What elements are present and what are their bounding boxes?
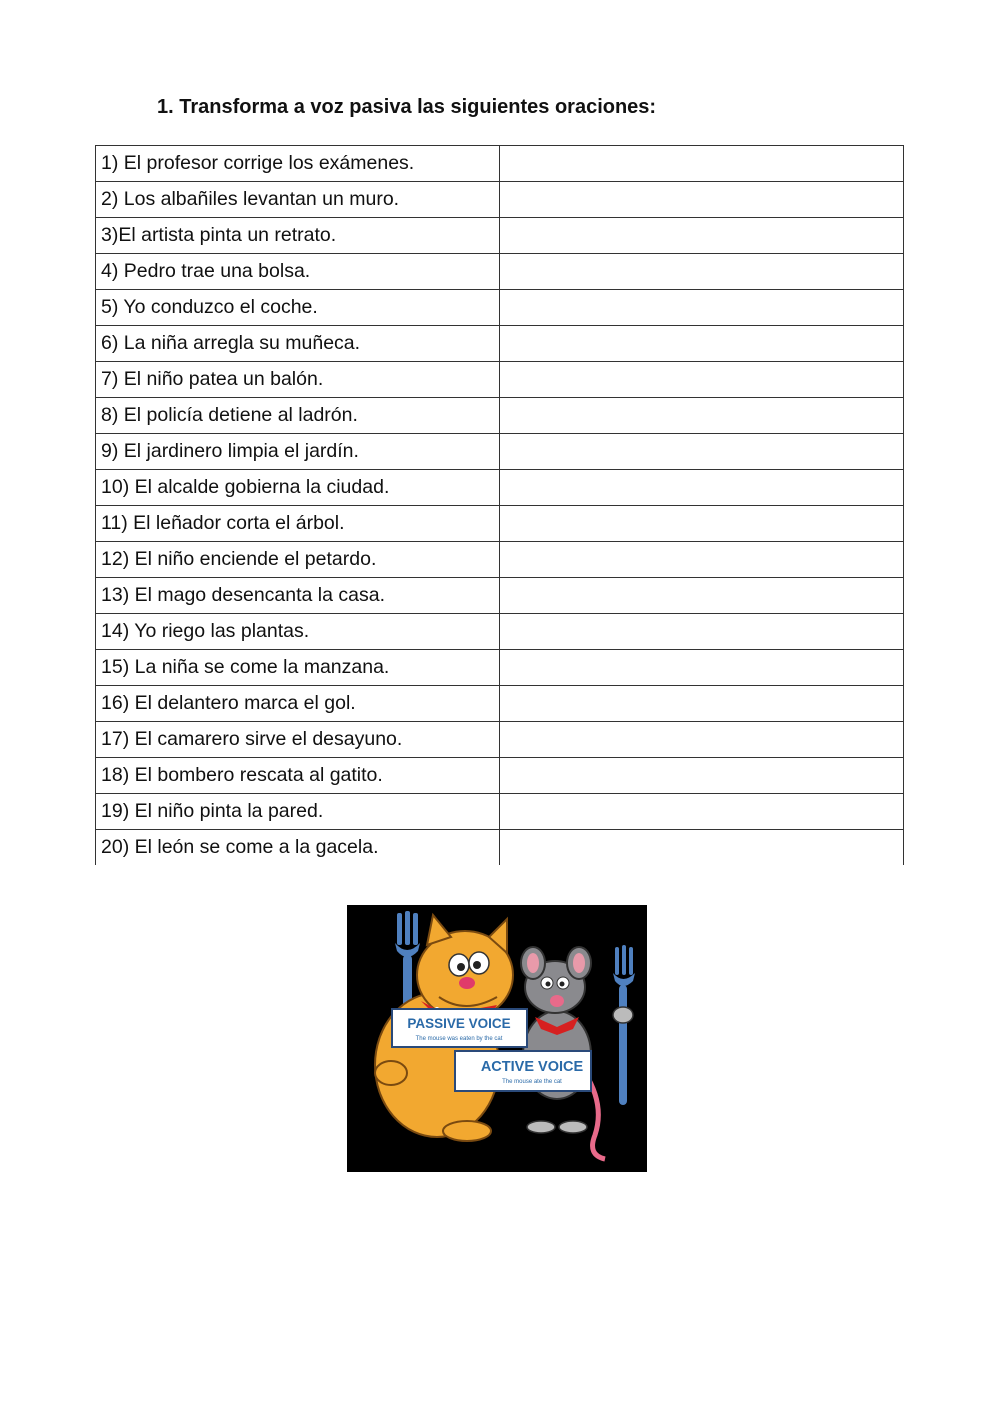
answer-cell [500, 218, 904, 254]
exercise-row [96, 146, 904, 182]
answer-input[interactable] [500, 362, 904, 397]
active-voice-label: ACTIVE VOICE [480, 1059, 584, 1075]
answer-input[interactable] [500, 146, 904, 181]
passive-voice-caption: The mouse was eaten by the cat [415, 1036, 503, 1042]
passive-active-voice-illustration [347, 905, 647, 1172]
answer-cell [500, 434, 904, 470]
exercise-row [96, 758, 904, 794]
exercise-row [96, 326, 904, 362]
sentence-cell: 20) El león se come a la gacela. [96, 830, 500, 866]
answer-input[interactable] [500, 218, 904, 253]
exercise-row [96, 830, 904, 866]
answer-cell [500, 722, 904, 758]
sentence-cell: 13) El mago desencanta la casa. [96, 578, 500, 614]
answer-input[interactable] [500, 254, 904, 289]
answer-input[interactable] [500, 290, 904, 325]
sentence-cell: 1) El profesor corrige los exámenes. [96, 146, 500, 182]
sentence-cell: 4) Pedro trae una bolsa. [96, 254, 500, 290]
exercise-row [96, 398, 904, 434]
sentence-cell: 7) El niño patea un balón. [96, 362, 500, 398]
answer-input[interactable] [500, 182, 904, 217]
answer-cell [500, 542, 904, 578]
exercise-row [96, 578, 904, 614]
exercise-row [96, 362, 904, 398]
exercise-table [95, 145, 904, 865]
exercise-row [96, 470, 904, 506]
sentence-cell: 3)El artista pinta un retrato. [96, 218, 500, 254]
exercise-row [96, 254, 904, 290]
sentence-cell: 16) El delantero marca el gol. [96, 686, 500, 722]
exercise-row [96, 650, 904, 686]
sentence-cell: 11) El leñador corta el árbol. [96, 506, 500, 542]
sentence-cell: 2) Los albañiles levantan un muro. [96, 182, 500, 218]
exercise-row [96, 290, 904, 326]
answer-input[interactable] [500, 578, 904, 613]
answer-input[interactable] [500, 542, 904, 577]
exercise-row [96, 686, 904, 722]
answer-cell [500, 326, 904, 362]
answer-input[interactable] [500, 434, 904, 469]
exercise-row [96, 542, 904, 578]
exercise-row [96, 614, 904, 650]
answer-cell [500, 362, 904, 398]
sentence-cell: 14) Yo riego las plantas. [96, 614, 500, 650]
exercise-row [96, 434, 904, 470]
answer-cell [500, 578, 904, 614]
answer-input[interactable] [500, 722, 904, 757]
answer-input[interactable] [500, 650, 904, 685]
answer-input[interactable] [500, 506, 904, 541]
sentence-cell: 12) El niño enciende el petardo. [96, 542, 500, 578]
answer-cell [500, 830, 904, 866]
sentence-cell: 9) El jardinero limpia el jardín. [96, 434, 500, 470]
exercise-row [96, 794, 904, 830]
exercise-row [96, 722, 904, 758]
answer-cell [500, 794, 904, 830]
answer-cell [500, 650, 904, 686]
sentence-cell: 19) El niño pinta la pared. [96, 794, 500, 830]
fork-icon [613, 945, 635, 1105]
answer-cell [500, 758, 904, 794]
answer-input[interactable] [500, 398, 904, 433]
answer-input[interactable] [500, 794, 904, 829]
answer-cell [500, 614, 904, 650]
answer-input[interactable] [500, 470, 904, 505]
sentence-cell: 17) El camarero sirve el desayuno. [96, 722, 500, 758]
answer-cell [500, 146, 904, 182]
answer-cell [500, 254, 904, 290]
sentence-cell: 8) El policía detiene al ladrón. [96, 398, 500, 434]
sentence-cell: 6) La niña arregla su muñeca. [96, 326, 500, 362]
exercise-row [96, 182, 904, 218]
answer-input[interactable] [500, 758, 904, 793]
answer-cell [500, 182, 904, 218]
answer-cell [500, 686, 904, 722]
answer-input[interactable] [500, 326, 904, 361]
answer-cell [500, 398, 904, 434]
passive-voice-label: PASSIVE VOICE [407, 1016, 511, 1031]
sentence-cell: 18) El bombero rescata al gatito. [96, 758, 500, 794]
sentence-cell: 5) Yo conduzco el coche. [96, 290, 500, 326]
exercise-row [96, 506, 904, 542]
answer-cell [500, 506, 904, 542]
active-voice-caption: The mouse ate the cat [502, 1079, 562, 1085]
exercise-row [96, 218, 904, 254]
answer-cell [500, 470, 904, 506]
answer-input[interactable] [500, 830, 904, 865]
answer-input[interactable] [500, 686, 904, 721]
worksheet-title: 1. Transforma a voz pasiva las siguientes oraciones: [157, 96, 657, 118]
answer-cell [500, 290, 904, 326]
answer-input[interactable] [500, 614, 904, 649]
sentence-cell: 15) La niña se come la manzana. [96, 650, 500, 686]
sentence-cell: 10) El alcalde gobierna la ciudad. [96, 470, 500, 506]
